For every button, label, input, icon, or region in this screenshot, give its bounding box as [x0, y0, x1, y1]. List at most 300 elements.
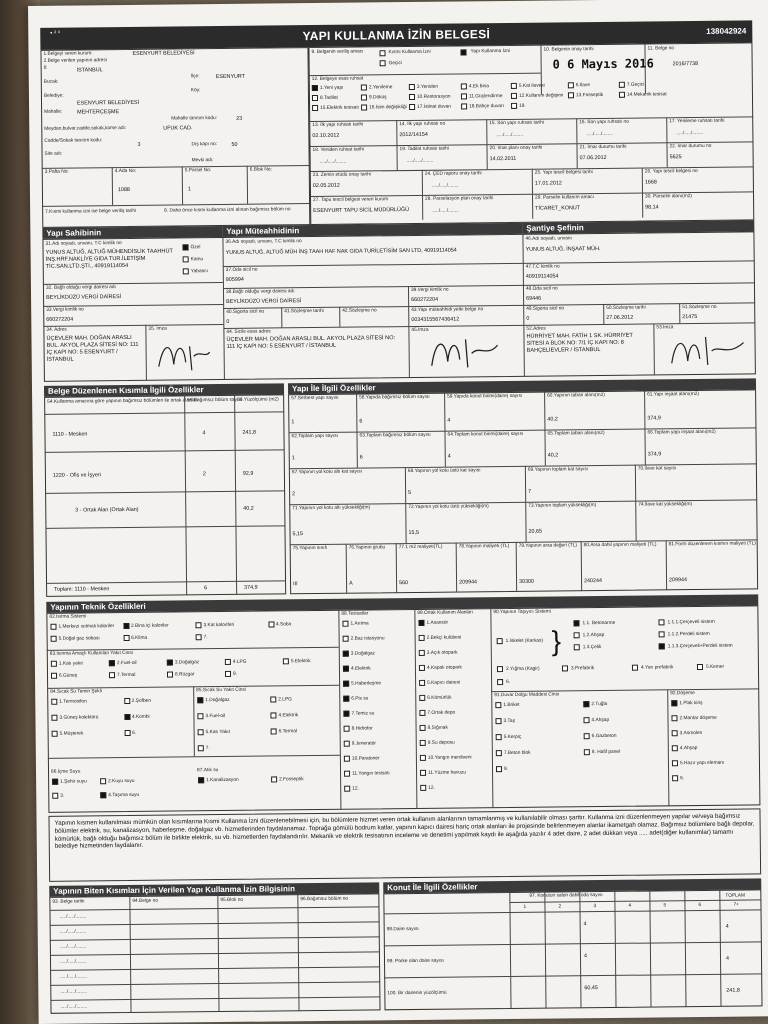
frame-checkbox[interactable] — [659, 643, 665, 649]
field-54-label: 54.Kullanma amacına göre yapının bağımsız bölümleri ile ortak alanları — [47, 398, 199, 405]
common-areas-checkbox[interactable] — [419, 710, 425, 716]
building-field-value: III — [293, 581, 298, 588]
wall-fill-option: 6.Gazbeton — [591, 733, 617, 740]
hotwater-fuel-checkbox[interactable] — [271, 728, 277, 734]
field-50-label: 50.Sözleşme tarihi — [606, 305, 646, 311]
building-field-value: 1 — [291, 419, 295, 426]
building-field-label: 61.Yapı inşaat alanı(m2) — [647, 391, 700, 398]
heating-checkbox[interactable] — [50, 624, 56, 630]
room-count-header: 4 — [628, 903, 632, 909]
brace-glyph: } — [551, 625, 562, 657]
building-field-label: 79.Yapının arsa değeri (TL) — [518, 543, 578, 549]
heating-checkbox[interactable] — [123, 635, 129, 641]
fuel-option: 7.Termal — [116, 672, 136, 679]
waste-water-option: 2.Fosseptik — [279, 777, 304, 783]
permit-basis-checkbox[interactable] — [409, 104, 415, 110]
belediye-label: Belediye: — [43, 93, 64, 99]
room-count-header: 2 — [558, 904, 562, 910]
installations-checkbox[interactable] — [344, 771, 350, 777]
wall-fill-checkbox[interactable] — [495, 718, 501, 724]
building-field-value: A — [349, 580, 353, 587]
blank-date: ...../...../........ — [60, 989, 88, 995]
waste-water-checkbox[interactable] — [271, 776, 277, 782]
mahalle-value: MEHTERÇEŞME — [77, 109, 120, 116]
field-48-label: 48.Oda sicil no — [525, 286, 558, 292]
installations-checkbox[interactable] — [344, 726, 350, 732]
field-36-value: YUNUS ALTUĞ, ALTUĞ MÜH İNŞ TAAH HAF NAK GIDA TURİLETİSİM SAN LTD, 40919114054 — [225, 247, 457, 256]
structure-type-checkbox[interactable] — [632, 665, 638, 671]
waste-water-checkbox[interactable] — [198, 777, 204, 783]
permit-basis-checkbox[interactable] — [461, 103, 467, 109]
field-46-value: YUNUS ALTUĞ, İNŞAAT MÜH. — [525, 246, 601, 253]
field-50-value: 27.06.2012 — [606, 314, 634, 321]
mahalle-label: Mahalle: — [44, 109, 63, 115]
permit-basis-checkbox[interactable] — [568, 82, 574, 88]
common-areas-checkbox[interactable] — [420, 755, 426, 761]
building-field-label: 62.Toplam yapı sayısı — [291, 433, 338, 440]
installations-checkbox[interactable] — [344, 756, 350, 762]
wall-fill-checkbox[interactable] — [496, 766, 502, 772]
blank-date: ...../...../........ — [59, 914, 87, 920]
permit-basis-checkbox[interactable] — [461, 83, 467, 89]
hotwater-option: 1.Termosifon — [59, 699, 87, 705]
field-55-label: 55.Bağımsız bölüm sayısı — [187, 397, 243, 404]
field-12-label: 12. Belgeye esas ruhsat — [311, 76, 364, 83]
housing-row-label: 99. Parke olan daire sayısı — [387, 958, 444, 965]
form-sheet — [40, 20, 762, 1013]
hotwater-option: 4.Kombi — [131, 714, 150, 720]
hotwater-fuel-option: 1.Doğalgaz — [205, 697, 230, 704]
heating-label: 82.Isıtma Sistemi — [49, 614, 87, 620]
room-count-header: 3 — [593, 904, 597, 910]
housing-row-value: 60,45 — [584, 985, 598, 992]
blank-date: ...../...../........ — [59, 929, 87, 935]
hotwater-fuel-option: 6.Termal — [278, 729, 298, 735]
field-36-label: 36.Adı soyadı, unvanı, T.C kimlik no — [225, 239, 302, 245]
installations-option: 12. — [352, 786, 359, 792]
drinking-water-checkbox[interactable] — [100, 778, 106, 784]
common-areas-checkbox[interactable] — [420, 725, 426, 731]
building-field-value: 30300 — [519, 578, 535, 585]
chief-signature — [665, 330, 749, 371]
building-field-value: 40,2 — [547, 416, 558, 423]
installations-checkbox[interactable] — [344, 786, 350, 792]
floor-option: 4.Ahşap — [679, 746, 698, 752]
hotwater-fuel-checkbox[interactable] — [270, 696, 276, 702]
fuel-option: 6.Güneş — [58, 673, 78, 679]
hotwater-fuel-checkbox[interactable] — [197, 697, 203, 703]
permit-basis-option: 10.Restorasyon — [416, 94, 451, 100]
permit-basis-checkbox[interactable] — [312, 95, 318, 101]
structure-type-checkbox[interactable] — [562, 665, 568, 671]
permit-basis-option: 17.İstinat duvarı — [417, 104, 452, 110]
housing-row-label: 100. Bir dairenin yüzölçümü — [387, 990, 447, 997]
floor-checkbox[interactable] — [671, 715, 677, 721]
permit-basis-checkbox[interactable] — [409, 84, 415, 90]
permit-basis-option: 18.Bahçe duvarı — [469, 104, 505, 110]
field-53-label: 53.İmza — [656, 325, 674, 331]
housing-header: Konut İle İlgili Özellikler — [383, 878, 761, 893]
field-1-value: ESENYURT BELEDİYESİ — [132, 50, 195, 57]
permit-basis-checkbox[interactable] — [511, 83, 517, 89]
building-field-value: 209944 — [669, 577, 688, 584]
hotwater-checkbox[interactable] — [51, 699, 57, 705]
building-field-value: 2 — [292, 491, 296, 498]
building-field-value: 240244 — [584, 578, 603, 585]
frame-checkbox[interactable] — [658, 619, 664, 625]
heating-checkbox[interactable] — [268, 621, 274, 627]
permit-basis-checkbox[interactable] — [361, 84, 367, 90]
building-field-value: 7 — [528, 488, 532, 495]
hotwater-fuel-checkbox[interactable] — [198, 729, 204, 735]
building-field-value: 5,15 — [292, 531, 304, 538]
floor-checkbox[interactable] — [672, 745, 678, 751]
unit-count: 4 — [202, 430, 206, 437]
common-areas-option: 1.Asansör — [426, 620, 449, 626]
ada-label: 4.Ada No: — [114, 168, 137, 175]
building-field-label: 70.İlave kat sayısı — [637, 466, 677, 472]
field-42-label: 42.Sözleşme no — [342, 308, 377, 314]
installations-checkbox[interactable] — [344, 741, 350, 747]
common-areas-checkbox[interactable] — [420, 785, 426, 791]
belediye-value: ESENYURT BELEDİYESİ — [76, 99, 140, 107]
heating-checkbox[interactable] — [51, 636, 57, 642]
common-areas-checkbox[interactable] — [418, 620, 424, 626]
iskelet-checkbox[interactable] — [497, 638, 503, 644]
fuel-checkbox[interactable] — [51, 673, 57, 679]
wall-fill-option: 3.Taş — [503, 718, 516, 725]
permit-field-value: ESENYURT TAPU SİCİL MÜDÜRLÜĞÜ — [313, 207, 410, 215]
meydan-value: UFUK CAD. — [163, 125, 193, 132]
owner-signature — [153, 336, 213, 375]
permit-basis-option: 4.Ek bina — [468, 84, 489, 90]
field-56-label: 56.Yüzölçümü (m2) — [237, 397, 279, 403]
permit-field-label: 25. Yapı tescil belgesi tarihi — [534, 170, 593, 176]
common-areas-checkbox[interactable] — [419, 665, 425, 671]
installations-option: 11.Yangın tesisatı — [352, 771, 390, 777]
permit-field-value: 5625 — [669, 154, 682, 161]
hotwater-fuel-option: 2.LPG — [278, 697, 292, 703]
building-field-label: 72.Yapının yol kotu üstü yüksekliği(m) — [408, 504, 489, 511]
frame-option: 1.1.2.Perdeli sistem — [667, 631, 710, 638]
room-count-header: 7+ — [733, 902, 739, 908]
ozel-label: Özel — [190, 245, 201, 251]
permit-basis-option: 1.Yeni yapı — [319, 85, 344, 91]
contractor-signature — [423, 331, 503, 374]
installations-option: 3.Doğalgaz — [350, 651, 376, 657]
hotwater-fuel-checkbox[interactable] — [270, 712, 276, 718]
field-10-value: 0 6 Mayıs 2016 — [552, 56, 654, 72]
field-1-label: 1.Belgeyi veren kurum: — [43, 51, 93, 57]
permit-field-label: 28. Parselasyon plan onay tarihi — [425, 196, 494, 202]
housing-row-total: 4 — [725, 955, 730, 962]
room-count-header: 6 — [698, 903, 702, 909]
structure-label: 90.Yapının Taşıyıcı Sistemi — [493, 609, 551, 616]
field-51-value: 21475 — [682, 314, 698, 321]
field-43-value: 0034315567436412 — [411, 316, 460, 324]
yapi-kullanma-label: Yapı Kullanma İzni — [470, 48, 511, 55]
field-39-label: 39.Vergi kimlik no — [410, 287, 449, 294]
wall-fill-option: 2.Tuğla — [591, 701, 608, 708]
blank-date: ...../...../........ — [60, 1004, 88, 1010]
installations-checkbox[interactable] — [343, 711, 349, 717]
yabanci-checkbox[interactable] — [183, 268, 189, 274]
fuel-checkbox[interactable] — [167, 672, 173, 678]
wall-fill-checkbox[interactable] — [496, 734, 502, 740]
unit-area: 40,2 — [243, 505, 254, 512]
drinking-water-checkbox[interactable] — [52, 793, 58, 799]
permit-basis-option: 14.Mekanik tesisat — [626, 92, 667, 98]
permit-field-label: 27. Tapu tescil belgesi veren kurum — [313, 197, 389, 204]
floor-checkbox[interactable] — [672, 775, 678, 781]
field-45-label: 45.İmza — [411, 327, 429, 334]
pafta-label: 3.Pafta No: — [44, 169, 69, 175]
common-areas-option: 12. — [428, 785, 435, 791]
permit-field-value: 98,14 — [645, 204, 659, 211]
building-field-label: 78.Yapının maliyeti (TL) — [458, 543, 510, 550]
building-field-label: 58.Yapıda bağımsız bölüm sayısı — [359, 394, 430, 401]
heating-option: 2.Bina içi kaloriler — [130, 623, 169, 629]
permit-basis-checkbox[interactable] — [361, 94, 367, 100]
mevki-label: Mevki adı: — [191, 158, 214, 164]
structure-sub-option: 1.1. Betonarme — [582, 620, 616, 627]
document-paper — [28, 0, 768, 1024]
heating-checkbox[interactable] — [123, 623, 129, 629]
hotwater-checkbox[interactable] — [51, 715, 57, 721]
drinking-water-checkbox[interactable] — [100, 792, 106, 798]
permit-field-label: 24. ÇED raporu onay tarihi — [424, 171, 482, 177]
blank-date: ...../...../........ — [59, 959, 87, 965]
field-41-label: 41.Sözleşme tarihi — [284, 308, 324, 315]
hotwater-fuel-checkbox[interactable] — [198, 745, 204, 751]
permit-field-label: 29. Parselin kullanım amacı — [535, 195, 594, 201]
hotwater-checkbox[interactable] — [124, 698, 130, 704]
field-7-label: 7.Kısmi kullanma izni ise belge veriliş tarihi — [45, 208, 137, 215]
building-field-label: 57.Serbest yapı sayısı — [291, 395, 339, 402]
installations-checkbox[interactable] — [343, 651, 349, 657]
kismi-checkbox[interactable] — [379, 50, 385, 56]
chief-section-header: Şantiye Şefinin — [522, 220, 754, 233]
iskelet-label: 1.İskelet (Karkas) — [505, 638, 544, 645]
field-33-value: 660272204 — [46, 316, 74, 323]
field-40-label: 40.Sigorta sicil no — [226, 309, 265, 315]
permit-basis-option: 6.İlave — [575, 83, 591, 89]
permit-basis-option: 13.Fosseptik — [575, 92, 604, 99]
field-34-value: ÜÇEVLER MAH. DOĞAN ARASLI BUL. AKYOL PLAZA SİTESİ NO: 111 İÇ KAPI NO: 5 ESENYURT / İSTANBUL — [46, 334, 139, 363]
field-47-value: 40919114054 — [525, 273, 559, 280]
hotwater-fuel-label: 85.Sıcak Su Yakıt Cinsi — [196, 687, 246, 694]
unit-name: 1110 - Mesken — [52, 431, 88, 438]
structure-type-checkbox[interactable] — [497, 666, 503, 672]
hotwater-option: 6. — [132, 730, 137, 736]
heating-option: 6.Klima — [131, 635, 148, 641]
wall-fill-checkbox[interactable] — [496, 750, 502, 756]
hotwater-fuel-option: 7. — [205, 746, 210, 752]
fuel-checkbox[interactable] — [167, 660, 173, 666]
building-field-label: 74.İlave kat yüksekliği(m) — [638, 502, 693, 508]
installations-checkbox[interactable] — [343, 666, 349, 672]
common-areas-checkbox[interactable] — [420, 770, 426, 776]
fuel-option: 2.Fuel-oil — [116, 660, 137, 667]
common-areas-checkbox[interactable] — [419, 695, 425, 701]
wall-fill-option: 7.Beton blok — [503, 750, 531, 757]
floor-checkbox[interactable] — [672, 760, 678, 766]
waste-water-option: 1.Kanalizasyon — [206, 777, 239, 784]
structure-sub-checkbox[interactable] — [573, 620, 579, 626]
permit-basis-checkbox[interactable] — [511, 103, 517, 109]
gecici-checkbox[interactable] — [380, 60, 386, 66]
field-10-label: 10. Belgenin onay tarihi — [543, 47, 594, 53]
housing-row-value: 4 — [583, 921, 587, 928]
wall-fill-checkbox[interactable] — [584, 733, 590, 739]
hotwater-checkbox[interactable] — [52, 731, 58, 737]
structure-sub-checkbox[interactable] — [574, 644, 580, 650]
fuel-checkbox[interactable] — [283, 658, 289, 664]
installations-checkbox[interactable] — [343, 636, 349, 642]
permit-basis-checkbox[interactable] — [619, 82, 625, 88]
drinking-water-option: 4.Taşıma suyu — [108, 792, 140, 799]
structure-type-checkbox[interactable] — [697, 664, 703, 670]
wall-fill-checkbox[interactable] — [584, 749, 590, 755]
field-11-label: 11. Belge no — [647, 46, 675, 52]
floor-option: 3.Asmolen — [679, 730, 703, 737]
permit-basis-checkbox[interactable] — [511, 93, 517, 99]
installations-option: 6.Pis su — [351, 696, 369, 702]
building-field-value: 4 — [447, 417, 451, 424]
wall-fill-checkbox[interactable] — [495, 702, 501, 708]
heating-checkbox[interactable] — [195, 622, 201, 628]
field-43-label: 43.Yapı müteahhidi yetki belge no — [411, 307, 484, 314]
installations-checkbox[interactable] — [343, 681, 349, 687]
building-field-label: 76.Yapının grubu — [348, 545, 386, 551]
wall-fill-checkbox[interactable] — [583, 717, 589, 723]
tech-section-header: Yapının Teknik Özellikleri — [46, 594, 758, 612]
field-37-value: 805994 — [225, 276, 244, 283]
common-areas-checkbox[interactable] — [419, 680, 425, 686]
fuel-checkbox[interactable] — [51, 661, 57, 667]
building-field-value: 209944 — [459, 579, 478, 586]
permit-basis-option: 19. — [519, 103, 526, 109]
col-96-label: 96.Bağımsız bölüm no — [300, 896, 349, 903]
units-total-label: Toplam: 1110 - Mesken — [54, 586, 110, 593]
structure-sub-checkbox[interactable] — [574, 632, 580, 638]
floor-option: 6. — [680, 776, 685, 782]
installations-checkbox[interactable] — [343, 696, 349, 702]
frame-checkbox[interactable] — [659, 631, 665, 637]
housing-row-value: 4 — [583, 953, 588, 960]
hotwater-fuel-option: 4.Elektrik — [278, 713, 299, 719]
common-areas-option: 4.Kapalı otopark — [426, 665, 462, 671]
permit-field-value: 14.02.2011 — [489, 155, 517, 163]
hotwater-fuel-checkbox[interactable] — [197, 713, 203, 719]
ozel-checkbox[interactable] — [183, 244, 189, 250]
common-areas-checkbox[interactable] — [420, 740, 426, 746]
installations-option: 10.Paratoner — [351, 756, 380, 762]
owner-section-header: Yapı Sahibinin — [42, 226, 222, 239]
heating-checkbox[interactable] — [196, 634, 202, 640]
common-areas-checkbox[interactable] — [419, 635, 425, 641]
field-46-label: 46.Adı soyadı, unvanı — [525, 236, 572, 242]
common-areas-option: 6.Kömürlük — [427, 695, 452, 701]
permit-basis-option: 16.İsim değişikliği — [369, 105, 407, 111]
wall-fill-checkbox[interactable] — [583, 701, 589, 707]
drinking-water-label: 86.İçme Suyu — [50, 769, 81, 775]
permit-field-label: 30. Parselin alanı(m2) — [645, 194, 692, 200]
building-field-value: 4 — [447, 453, 451, 460]
permit-field-value: 1668 — [644, 179, 657, 186]
permit-basis-option: 15.Elektrik tesisatı — [320, 105, 360, 111]
building-field-label: 69.Yapının toplam kat sayısı — [527, 467, 589, 473]
installations-checkbox[interactable] — [342, 621, 348, 627]
building-field-label: 75.Yapının sınıfı — [292, 545, 328, 552]
field-9-label: 9. Belgenin veriliş amacı — [311, 49, 364, 56]
field-2-label: 2.Belge verilen yapının adresi — [43, 58, 107, 64]
blank-date: ...../...../........ — [59, 944, 87, 950]
kamu-checkbox[interactable] — [183, 256, 189, 262]
tech-block — [46, 605, 760, 812]
hotwater-checkbox[interactable] — [124, 730, 130, 736]
fuel-option: 8.Rüzgar — [174, 672, 195, 678]
notice-text: Yapının kısmen kullanılması mümkün olan kısımlarına Kısmi Kullanma İzni düzenlenebilmesi için, bu bölümlere hizmet veren ortak kullanım alanlarının tamamlanmış ve kullanılabilir olması şarttır. Kullanma izni düzenlenmeyen yapılar ve/veya bağımsız bölümler elektrik, su, kanalizasyon, haberleşme, doğalgaz vb. hizmetlerinden faydalanamaz. Toprağa gömülü bodrum katlar, yapının kapıcı dairesi hariç ortak alanları ile projesinde belirlenmeyen alanlar ikametgah olamaz. Bağımsız bölümlere bağlı depolar, kömürlük, bağlı olduğu bağımsız bölüm ile birlikte elektrik, su vb. hizmetlerden faydalandırılır. Mekanik ve elektrik tesisatının inceleme ve denetimi yapılmak kaydı ile aşağıda yazılır 4 adet daire, 2 adet dükkan veya ..... adet(diğer kullanımlar) tamamı belediye hizmetinden faydalanır. — [54, 812, 755, 851]
building-field-label: 64.Toplam konut birimi(daire) sayısı — [447, 431, 524, 438]
building-field-value: 560 — [399, 580, 409, 587]
col-95-label: 95.Blok no — [220, 897, 244, 904]
field-52-label: 52.Adres — [526, 326, 546, 332]
fuel-option: 9. — [232, 671, 238, 677]
yapi-kullanma-checkbox[interactable] — [460, 49, 466, 55]
floor-checkbox[interactable] — [671, 700, 677, 706]
wall-fill-option: 5.Kerpiç — [503, 734, 522, 741]
permit-basis-checkbox[interactable] — [312, 85, 318, 91]
permit-basis-checkbox[interactable] — [312, 105, 318, 111]
ada-value: 1088 — [117, 186, 130, 194]
permit-basis-checkbox[interactable] — [361, 104, 367, 110]
header-dots: • ² ³ — [50, 30, 60, 37]
fuel-checkbox[interactable] — [109, 660, 115, 666]
permit-basis-option: 12.Kullanım değişimi — [518, 93, 564, 99]
units-section-header: Belge Düzenlenen Kısımla İlgili Özellikler — [44, 383, 284, 397]
permit-basis-option: 8.Tadilat — [319, 95, 338, 101]
permit-field-value: 2012/14154 — [399, 131, 428, 139]
fuel-checkbox[interactable] — [225, 659, 231, 665]
floor-checkbox[interactable] — [672, 730, 678, 736]
wall-fill-option: 8. Hafif panel — [591, 749, 621, 756]
permit-basis-checkbox[interactable] — [619, 92, 625, 98]
hotwater-checkbox[interactable] — [124, 714, 130, 720]
fuel-checkbox[interactable] — [225, 671, 231, 677]
dis-kapi-label: Dış kapı no: — [191, 142, 218, 148]
permit-basis-checkbox[interactable] — [568, 92, 574, 98]
fuel-checkbox[interactable] — [109, 672, 115, 678]
permit-basis-checkbox[interactable] — [409, 94, 415, 100]
common-areas-option: 3.Açık otopark — [426, 650, 458, 656]
site-label: Site adı: — [44, 151, 63, 157]
field-32-label: 32. Bağlı olduğu vergi dairesi adı — [45, 285, 116, 291]
heating-option: 4.Soba — [275, 622, 292, 628]
permit-basis-option: 2.Yenileme — [368, 85, 393, 91]
building-field-label: 65.Toplam taban alanı(m2) — [547, 430, 605, 437]
fuel-option: 1.Katı yakıt — [58, 661, 83, 667]
structure-sub-option: 1.3.Çelik — [582, 645, 602, 651]
structure-sub-option: 1.2.Ahşap — [582, 633, 605, 639]
field-34-label: 34. Adres — [46, 327, 67, 333]
common-areas-checkbox[interactable] — [419, 650, 425, 656]
drinking-water-checkbox[interactable] — [52, 779, 58, 785]
field-52-value: HÜRRİYET MAH. FATİH 1 SK. HÜRRİYET SİTESİ A BLOK NO: 7/1 İÇ KAPI NO: 8 BAHÇELİEVLER / İSTANBUL — [526, 332, 633, 354]
mahalle-code-value: 23 — [236, 115, 243, 122]
structure-type-checkbox[interactable] — [497, 679, 503, 685]
permit-basis-checkbox[interactable] — [461, 93, 467, 99]
